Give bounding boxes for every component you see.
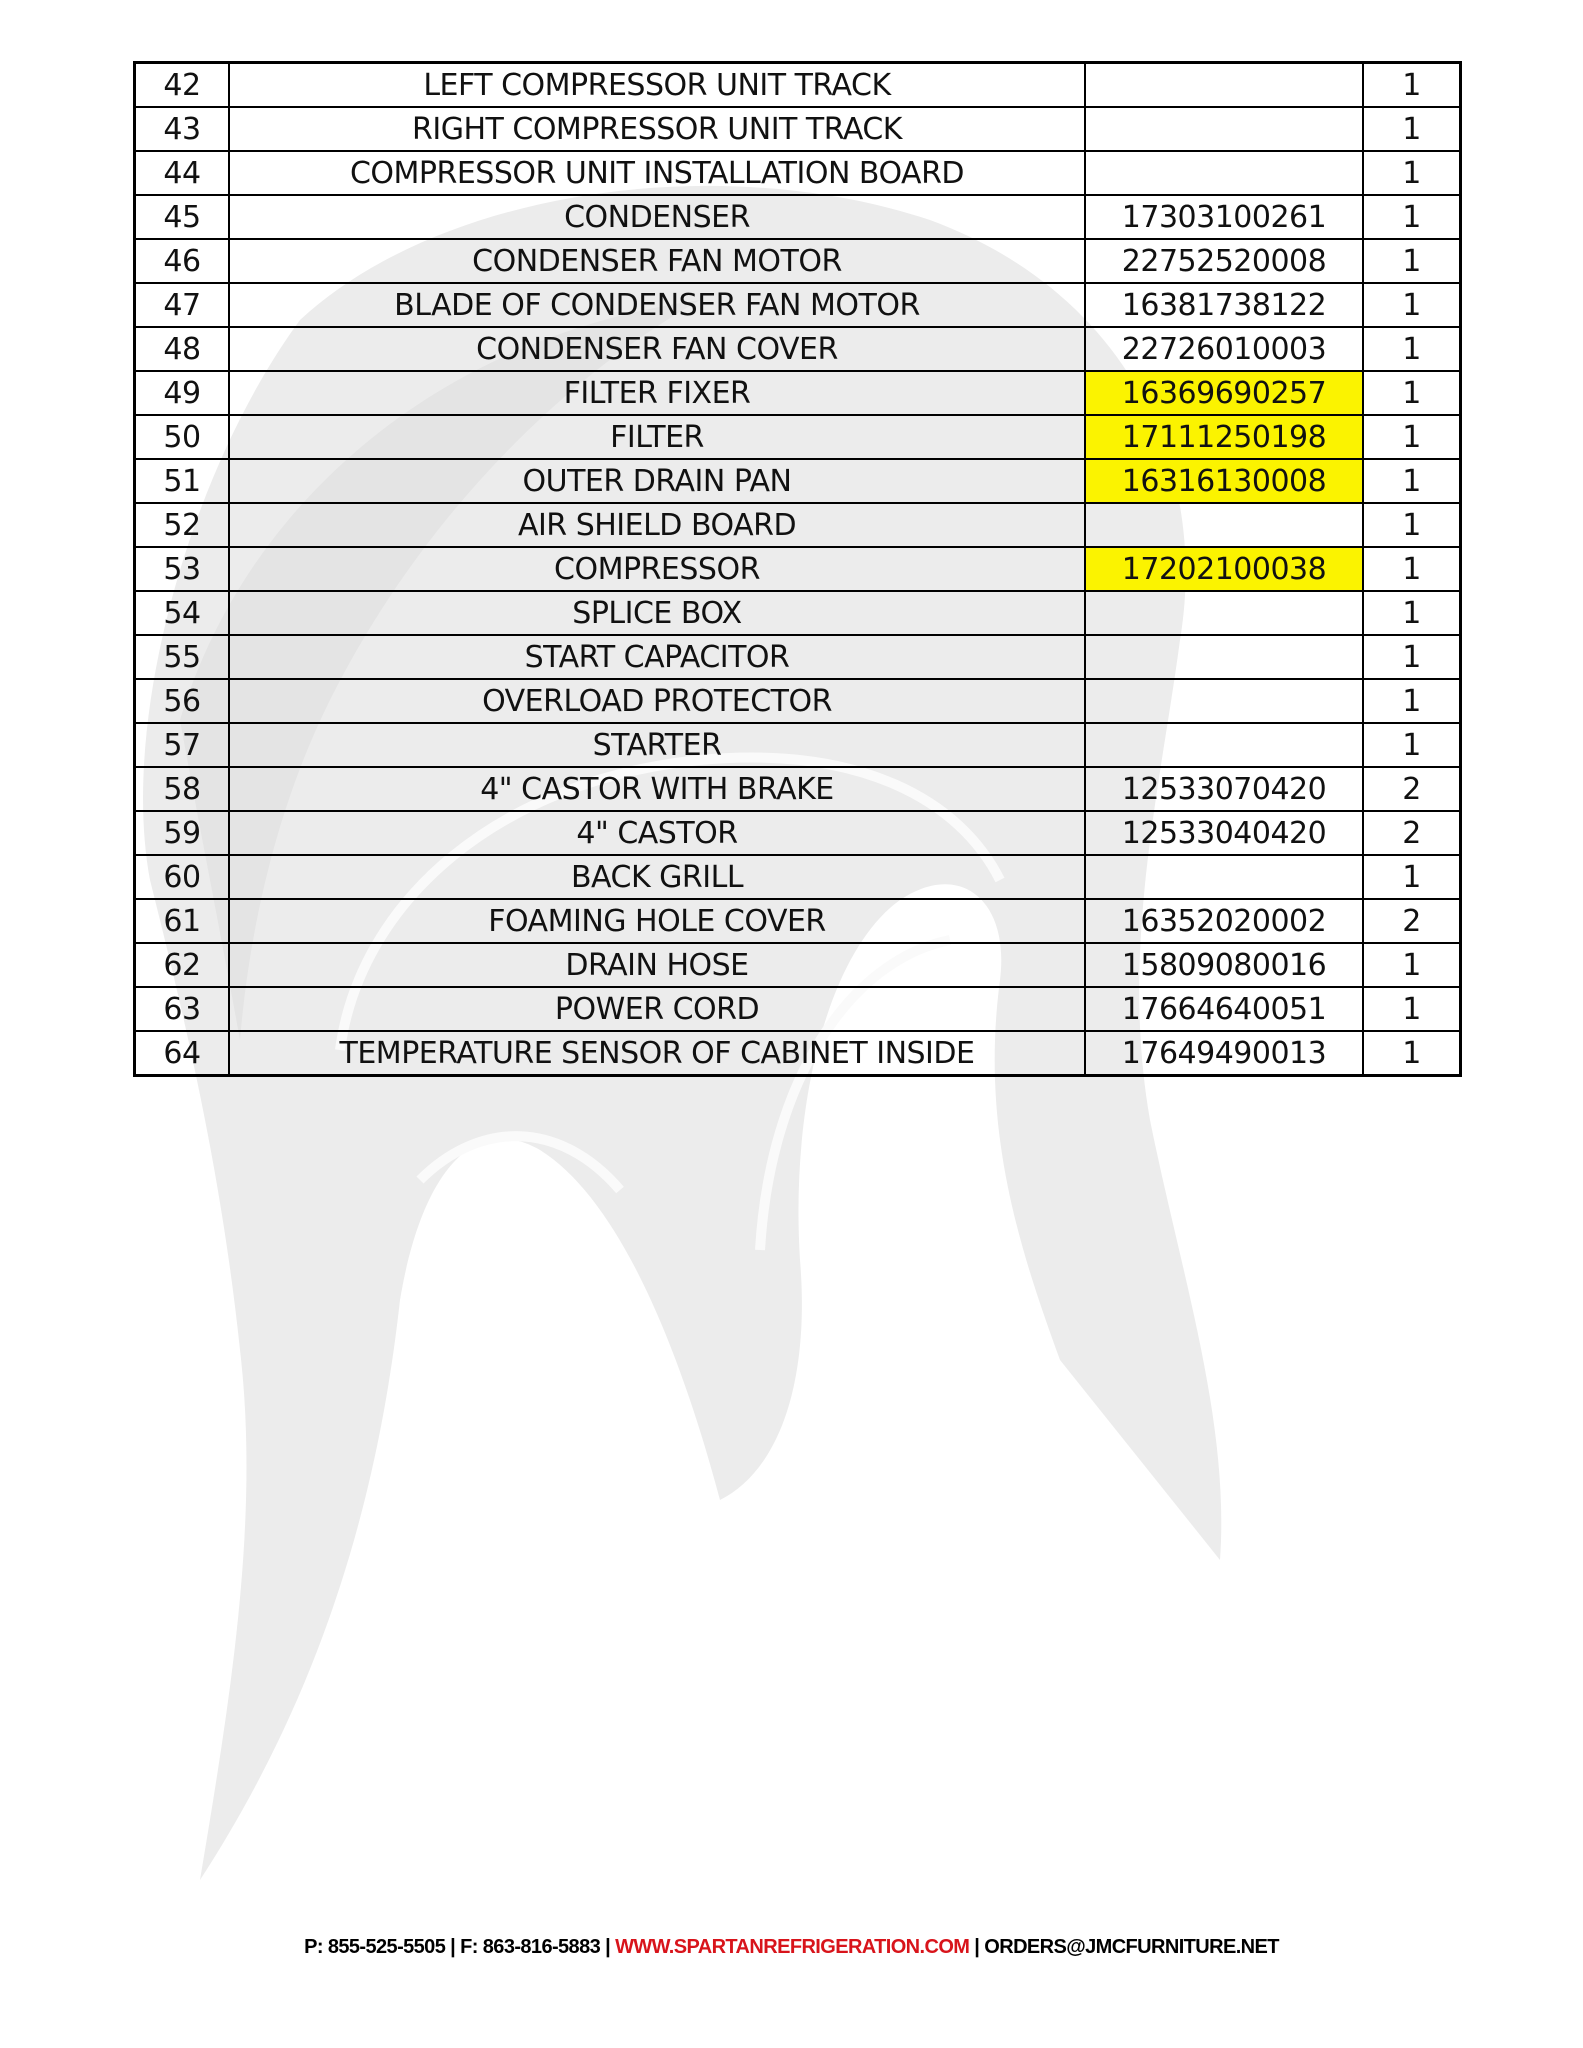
- part-number-cell: 16316130008: [1085, 459, 1363, 503]
- quantity-cell: 1: [1363, 943, 1461, 987]
- part-number-cell: [1085, 679, 1363, 723]
- description-cell: OUTER DRAIN PAN: [229, 459, 1085, 503]
- quantity-cell: 2: [1363, 767, 1461, 811]
- part-number-cell: 12533070420: [1085, 767, 1363, 811]
- description-cell: BLADE OF CONDENSER FAN MOTOR: [229, 283, 1085, 327]
- table-row: [135, 679, 1461, 723]
- footer-email-link[interactable]: ORDERS@JMCFURNITURE.NET: [984, 1936, 1279, 1958]
- description-cell: RIGHT COMPRESSOR UNIT TRACK: [229, 107, 1085, 151]
- description-cell: FILTER FIXER: [229, 371, 1085, 415]
- quantity-cell: 1: [1363, 107, 1461, 151]
- table-row: [135, 151, 1461, 195]
- quantity-cell: 1: [1363, 283, 1461, 327]
- description-cell: SPLICE BOX: [229, 591, 1085, 635]
- description-cell: 4" CASTOR WITH BRAKE: [229, 767, 1085, 811]
- item-number-cell: 45: [135, 195, 230, 239]
- description-cell: BACK GRILL: [229, 855, 1085, 899]
- table-row: [135, 811, 1461, 855]
- quantity-cell: 1: [1363, 239, 1461, 283]
- item-number-cell: 59: [135, 811, 230, 855]
- quantity-cell: 1: [1363, 591, 1461, 635]
- parts-table: [133, 61, 1462, 1077]
- part-number-cell: 15809080016: [1085, 943, 1363, 987]
- quantity-cell: 1: [1363, 503, 1461, 547]
- item-number-cell: 56: [135, 679, 230, 723]
- description-cell: CONDENSER FAN MOTOR: [229, 239, 1085, 283]
- quantity-cell: 1: [1363, 547, 1461, 591]
- item-number-cell: 53: [135, 547, 230, 591]
- quantity-cell: 1: [1363, 679, 1461, 723]
- quantity-cell: 1: [1363, 855, 1461, 899]
- table-row: [135, 459, 1461, 503]
- quantity-cell: 1: [1363, 723, 1461, 767]
- footer-phone: P: 855-525-5505: [304, 1936, 446, 1958]
- item-number-cell: 51: [135, 459, 230, 503]
- part-number-cell: [1085, 151, 1363, 195]
- part-number-cell: 17202100038: [1085, 547, 1363, 591]
- description-cell: COMPRESSOR UNIT INSTALLATION BOARD: [229, 151, 1085, 195]
- description-cell: AIR SHIELD BOARD: [229, 503, 1085, 547]
- footer-separator: |: [969, 1936, 985, 1958]
- quantity-cell: 1: [1363, 1031, 1461, 1076]
- quantity-cell: 1: [1363, 371, 1461, 415]
- description-cell: DRAIN HOSE: [229, 943, 1085, 987]
- quantity-cell: 2: [1363, 899, 1461, 943]
- quantity-cell: 2: [1363, 811, 1461, 855]
- footer-separator: |: [445, 1936, 461, 1958]
- description-cell: POWER CORD: [229, 987, 1085, 1031]
- table-row: [135, 503, 1461, 547]
- part-number-cell: 17664640051: [1085, 987, 1363, 1031]
- description-cell: CONDENSER: [229, 195, 1085, 239]
- table-row: [135, 107, 1461, 151]
- description-cell: CONDENSER FAN COVER: [229, 327, 1085, 371]
- description-cell: FOAMING HOLE COVER: [229, 899, 1085, 943]
- item-number-cell: 63: [135, 987, 230, 1031]
- table-row: [135, 195, 1461, 239]
- description-cell: LEFT COMPRESSOR UNIT TRACK: [229, 63, 1085, 108]
- item-number-cell: 52: [135, 503, 230, 547]
- description-cell: TEMPERATURE SENSOR OF CABINET INSIDE: [229, 1031, 1085, 1076]
- quantity-cell: 1: [1363, 459, 1461, 503]
- table-row: [135, 987, 1461, 1031]
- part-number-cell: [1085, 503, 1363, 547]
- parts-table-body: [135, 63, 1461, 1076]
- part-number-cell: [1085, 723, 1363, 767]
- table-row: [135, 591, 1461, 635]
- item-number-cell: 55: [135, 635, 230, 679]
- part-number-cell: 22752520008: [1085, 239, 1363, 283]
- quantity-cell: 1: [1363, 151, 1461, 195]
- item-number-cell: 42: [135, 63, 230, 108]
- part-number-cell: [1085, 855, 1363, 899]
- item-number-cell: 48: [135, 327, 230, 371]
- part-number-cell: 16352020002: [1085, 899, 1363, 943]
- table-row: [135, 415, 1461, 459]
- table-row: [135, 723, 1461, 767]
- description-cell: FILTER: [229, 415, 1085, 459]
- part-number-cell: 17649490013: [1085, 1031, 1363, 1076]
- part-number-cell: 16381738122: [1085, 283, 1363, 327]
- item-number-cell: 61: [135, 899, 230, 943]
- item-number-cell: 57: [135, 723, 230, 767]
- item-number-cell: 62: [135, 943, 230, 987]
- item-number-cell: 58: [135, 767, 230, 811]
- table-row: [135, 1031, 1461, 1076]
- quantity-cell: 1: [1363, 415, 1461, 459]
- description-cell: OVERLOAD PROTECTOR: [229, 679, 1085, 723]
- quantity-cell: 1: [1363, 327, 1461, 371]
- part-number-cell: 22726010003: [1085, 327, 1363, 371]
- quantity-cell: 1: [1363, 63, 1461, 108]
- table-row: [135, 283, 1461, 327]
- description-cell: COMPRESSOR: [229, 547, 1085, 591]
- part-number-cell: [1085, 591, 1363, 635]
- part-number-cell: 17303100261: [1085, 195, 1363, 239]
- footer-website-link[interactable]: WWW.SPARTANREFRIGERATION.COM: [615, 1936, 970, 1958]
- item-number-cell: 46: [135, 239, 230, 283]
- footer-separator: |: [600, 1936, 616, 1958]
- item-number-cell: 60: [135, 855, 230, 899]
- part-number-cell: 12533040420: [1085, 811, 1363, 855]
- description-cell: STARTER: [229, 723, 1085, 767]
- item-number-cell: 44: [135, 151, 230, 195]
- table-row: [135, 547, 1461, 591]
- table-row: [135, 899, 1461, 943]
- table-row: [135, 327, 1461, 371]
- part-number-cell: [1085, 107, 1363, 151]
- table-row: [135, 943, 1461, 987]
- description-cell: START CAPACITOR: [229, 635, 1085, 679]
- quantity-cell: 1: [1363, 195, 1461, 239]
- item-number-cell: 64: [135, 1031, 230, 1076]
- part-number-cell: 16369690257: [1085, 371, 1363, 415]
- part-number-cell: [1085, 63, 1363, 108]
- quantity-cell: 1: [1363, 635, 1461, 679]
- table-row: [135, 635, 1461, 679]
- footer-fax: F: 863-816-5883: [460, 1936, 601, 1958]
- table-row: [135, 63, 1461, 108]
- table-row: [135, 239, 1461, 283]
- part-number-cell: 17111250198: [1085, 415, 1363, 459]
- item-number-cell: 54: [135, 591, 230, 635]
- footer-contact: [0, 1936, 1583, 1959]
- item-number-cell: 47: [135, 283, 230, 327]
- quantity-cell: 1: [1363, 987, 1461, 1031]
- item-number-cell: 43: [135, 107, 230, 151]
- table-row: [135, 371, 1461, 415]
- item-number-cell: 49: [135, 371, 230, 415]
- table-row: [135, 767, 1461, 811]
- description-cell: 4" CASTOR: [229, 811, 1085, 855]
- part-number-cell: [1085, 635, 1363, 679]
- table-row: [135, 855, 1461, 899]
- item-number-cell: 50: [135, 415, 230, 459]
